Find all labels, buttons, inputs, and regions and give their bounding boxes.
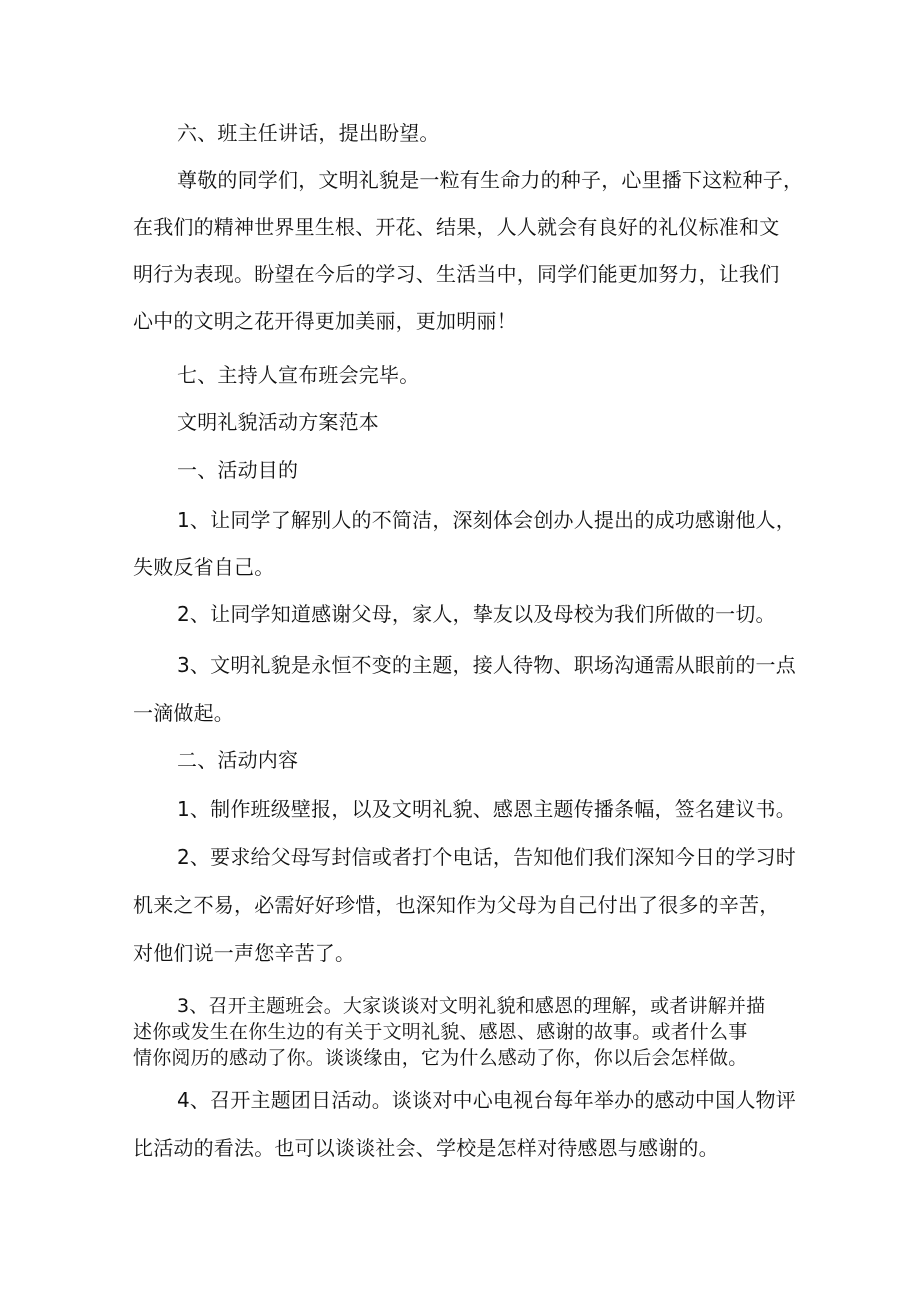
purpose-item-1 <box>133 510 813 577</box>
purpose-item-2 <box>133 604 813 624</box>
text-line: 失败反省自己。 <box>133 555 275 579</box>
content-item-2 <box>133 847 813 963</box>
text-line: 二、活动内容 <box>177 748 299 772</box>
text-line: 文明礼貌活动方案范本 <box>177 410 379 434</box>
text-line: 在我们的精神世界里生根、开花、结果，人人就会有良好的礼仪标准和文 <box>133 215 780 239</box>
text-line: 机来之不易，必需好好珍惜，也深知作为父母为自己付出了很多的辛苦， <box>133 893 780 917</box>
text-line: 1、让同学了解别人的不简洁，深刻体会创办人提出的成功感谢他人， <box>177 508 796 532</box>
content-item-3 <box>133 996 813 1068</box>
text-line: 尊敬的同学们，文明礼貌是一粒有生命力的种子，心里播下这粒种子， <box>177 168 804 192</box>
text-line: 对他们说一声您辛苦了。 <box>133 941 356 965</box>
text-line: 2、要求给父母写封信或者打个电话，告知他们我们深知今日的学习时 <box>177 845 796 869</box>
text-line: 3、文明礼貌是永恒不变的主题，接人待物、职场沟通需从眼前的一点 <box>177 653 796 677</box>
text-line: 1、制作班级壁报，以及文明礼貌、感恩主题传播条幅，签名建议书。 <box>177 797 796 821</box>
text-line: 一、活动目的 <box>177 458 299 482</box>
document-title <box>133 412 813 432</box>
text-line: 4、召开主题团日活动。谈谈对中心电视台每年举办的感动中国人物评 <box>177 1088 796 1112</box>
text-line: 情你阅历的感动了你。谈谈缘由，它为什么感动了你，你以后会怎样做。 <box>133 1047 748 1069</box>
content-item-1 <box>133 799 813 819</box>
text-line: 七、主持人宣布班会完毕。 <box>177 363 420 387</box>
section-heading-content <box>133 750 813 770</box>
paragraph-closing-speech-heading <box>133 123 813 143</box>
paragraph-meeting-end <box>133 365 813 385</box>
text-line: 比活动的看法。也可以谈谈社会、学校是怎样对待感恩与感谢的。 <box>133 1136 719 1160</box>
text-line: 一滴做起。 <box>133 701 234 725</box>
text-line: 3、召开主题班会。大家谈谈对文明礼貌和感恩的理解，或者讲解并描 <box>177 995 766 1017</box>
paragraph-closing-speech <box>133 170 813 331</box>
text-line: 六、班主任讲话，提出盼望。 <box>177 121 440 145</box>
text-line: 述你或发生在你生边的有关于文明礼貌、感恩、感谢的故事。或者什么事 <box>133 1021 748 1043</box>
text-line: 2、让同学知道感谢父母，家人，挚友以及母校为我们所做的一切。 <box>177 602 776 626</box>
text-line: 心中的文明之花开得更加美丽，更加明丽！ <box>133 309 517 333</box>
text-line: 明行为表现。盼望在今后的学习、生活当中，同学们能更加努力，让我们 <box>133 262 780 286</box>
content-item-4 <box>133 1090 813 1158</box>
purpose-item-3 <box>133 655 813 723</box>
section-heading-purpose <box>133 460 813 480</box>
